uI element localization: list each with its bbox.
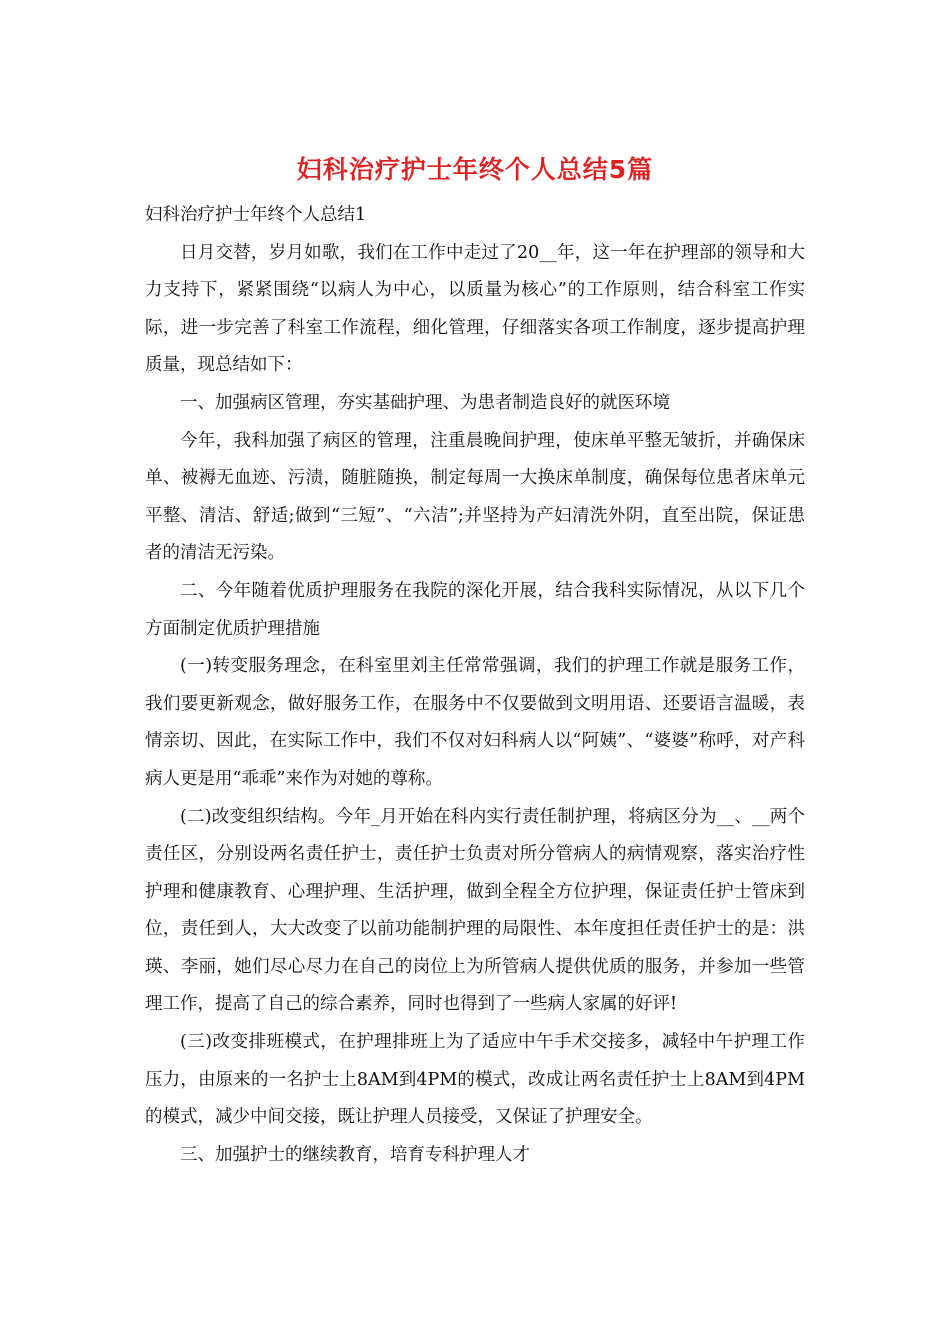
document-subtitle: 妇科治疗护士年终个人总结1 [145,205,367,225]
paragraph-intro: 日月交替，岁月如歌，我们在工作中走过了20__年，这一年在护理部的领导和大力支持下，紧紧围绕“以病人为中心，以质量为核心”的工作原则，结合科室工作实际，进一步完善了科室工作流程，细化管理，仔细落实各项工作制度，逐步提高护理质量，现总结如下： [145,242,805,376]
paragraph-service-concept: (一)转变服务理念，在科室里刘主任常常强调，我们的护理工作就是服务工作，我们要更新观念，做好服务工作，在服务中不仅要做到文明用语、还要语言温暖，表情亲切、因此，在实际工作中，我们不仅对妇科病人以“阿姨”、“婆婆”称呼，对产科病人更是用“乖乖”来作为对她的尊称。 [145,656,805,789]
document-body [145,197,805,1174]
section-heading-3: 三、加强护士的继续教育，培育专科护理人才 [180,1144,530,1165]
paragraph-organization-structure: (二)改变组织结构。今年_月开始在科内实行责任制护理，将病区分为__、__两个责任区，分别设两名责任护士，责任护士负责对所分管病人的病情观察，落实治疗性护理和健康教育、心理护理、生活护理，做到全程全方位护理，保证责任护士管床到位，责任到人，大大改变了以前功能制护理的局限性、本年度担任责任护士的是：洪瑛、李丽，她们尽心尽力在自己的岗位上为所管病人提供优质的服务，并参加一些管理工作，提高了自己的综合素养，同时也得到了一些病人家属的好评! [145,806,805,1015]
paragraph-scheduling-mode: (三)改变排班模式，在护理排班上为了适应中午手术交接多，减轻中午护理工作压力，由原来的一名护士上8AM到4PM的模式，改成让两名责任护士上8AM到4PM的模式，减少中间交接，既让护理人员接受，又保证了护理安全。 [145,1032,805,1128]
document-title: 妇科治疗护士年终个人总结5篇 [296,155,654,184]
section-heading-2: 二、今年随着优质护理服务在我院的深化开展，结合我科实际情况，从以下几个方面制定优质护理措施 [145,580,805,639]
section-heading-1: 一、加强病区管理，夯实基础护理、为患者制造良好的就医环境 [180,392,670,413]
paragraph-ward-management: 今年，我科加强了病区的管理，注重晨晚间护理，使床单平整无皱折，并确保床单、被褥无血迹、污渍，随脏随换，制定每周一大换床单制度，确保每位患者床单元平整、清洁、舒适;做到“三短”、“六洁”;并坚持为产妇清洗外阴，直至出院，保证患者的清洁无污染。 [145,430,805,564]
